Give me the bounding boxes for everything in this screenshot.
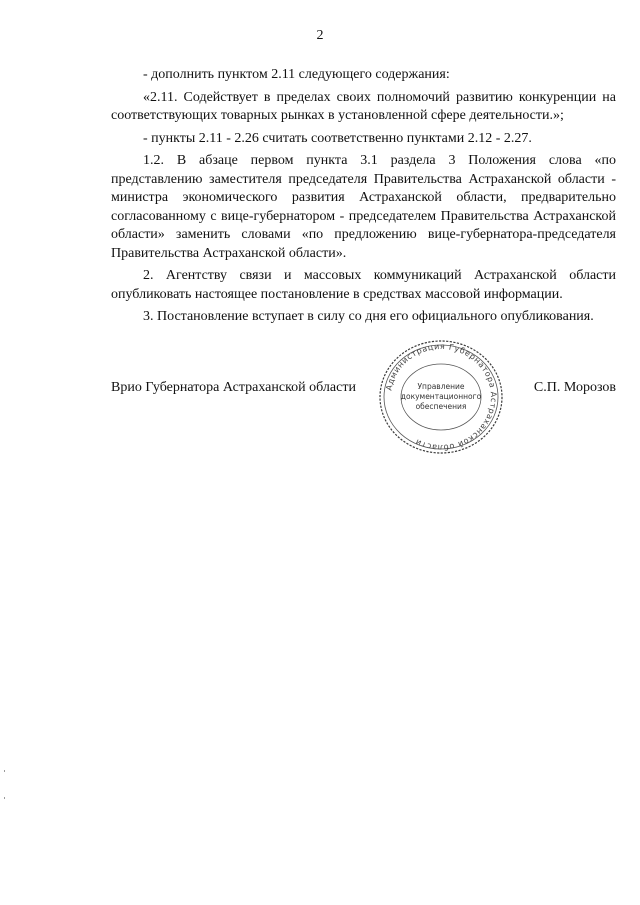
margin-speck [4, 797, 5, 799]
signer-title: Врио Губернатора Астраханской области [111, 380, 356, 395]
paragraph-3: 3. Постановление вступает в силу со дня его официального опубликования. [143, 309, 594, 324]
paragraph-1-2: 1.2. В абзаце первом пункта 3.1 раздела 3 Положения слова «по представлению заместителя председателя Правительства Астраханской области - министра экономического развития Астраханской области, предварительно согласованному с вице-губернатором - председателем Правительства Астраханской области» заменить словами «по предложению вице-губернатора-председателя Правительства Астраханской области». [111, 153, 616, 261]
document-body [111, 66, 616, 327]
official-seal [376, 338, 506, 456]
seal-center-line-2: документационного [400, 392, 482, 401]
page-number: 2 [316, 28, 324, 43]
seal-center-line-1: Управление [417, 382, 465, 391]
paragraph-amend-intro: - дополнить пунктом 2.11 следующего содержания: [143, 67, 450, 82]
margin-speck [4, 770, 5, 772]
signer-name: С.П. Морозов [533, 380, 616, 395]
paragraph-clause-2-11: «2.11. Содействует в пределах своих полномочий развитию конкуренции на соответствующих товарных рынках в установленной сфере деятельности.»; [111, 89, 616, 123]
signature-block [111, 380, 616, 400]
paragraph-renumber: - пункты 2.11 - 2.26 считать соответственно пунктами 2.12 - 2.27. [143, 130, 532, 146]
paragraph-2: 2. Агентству связи и массовых коммуникаций Астраханской области опубликовать настоящее постановление в средствах массовой информации. [111, 268, 616, 302]
seal-center-line-3: обеспечения [415, 402, 467, 411]
seal-ring-text: Администрация Губернатора Астраханской области [384, 341, 499, 453]
